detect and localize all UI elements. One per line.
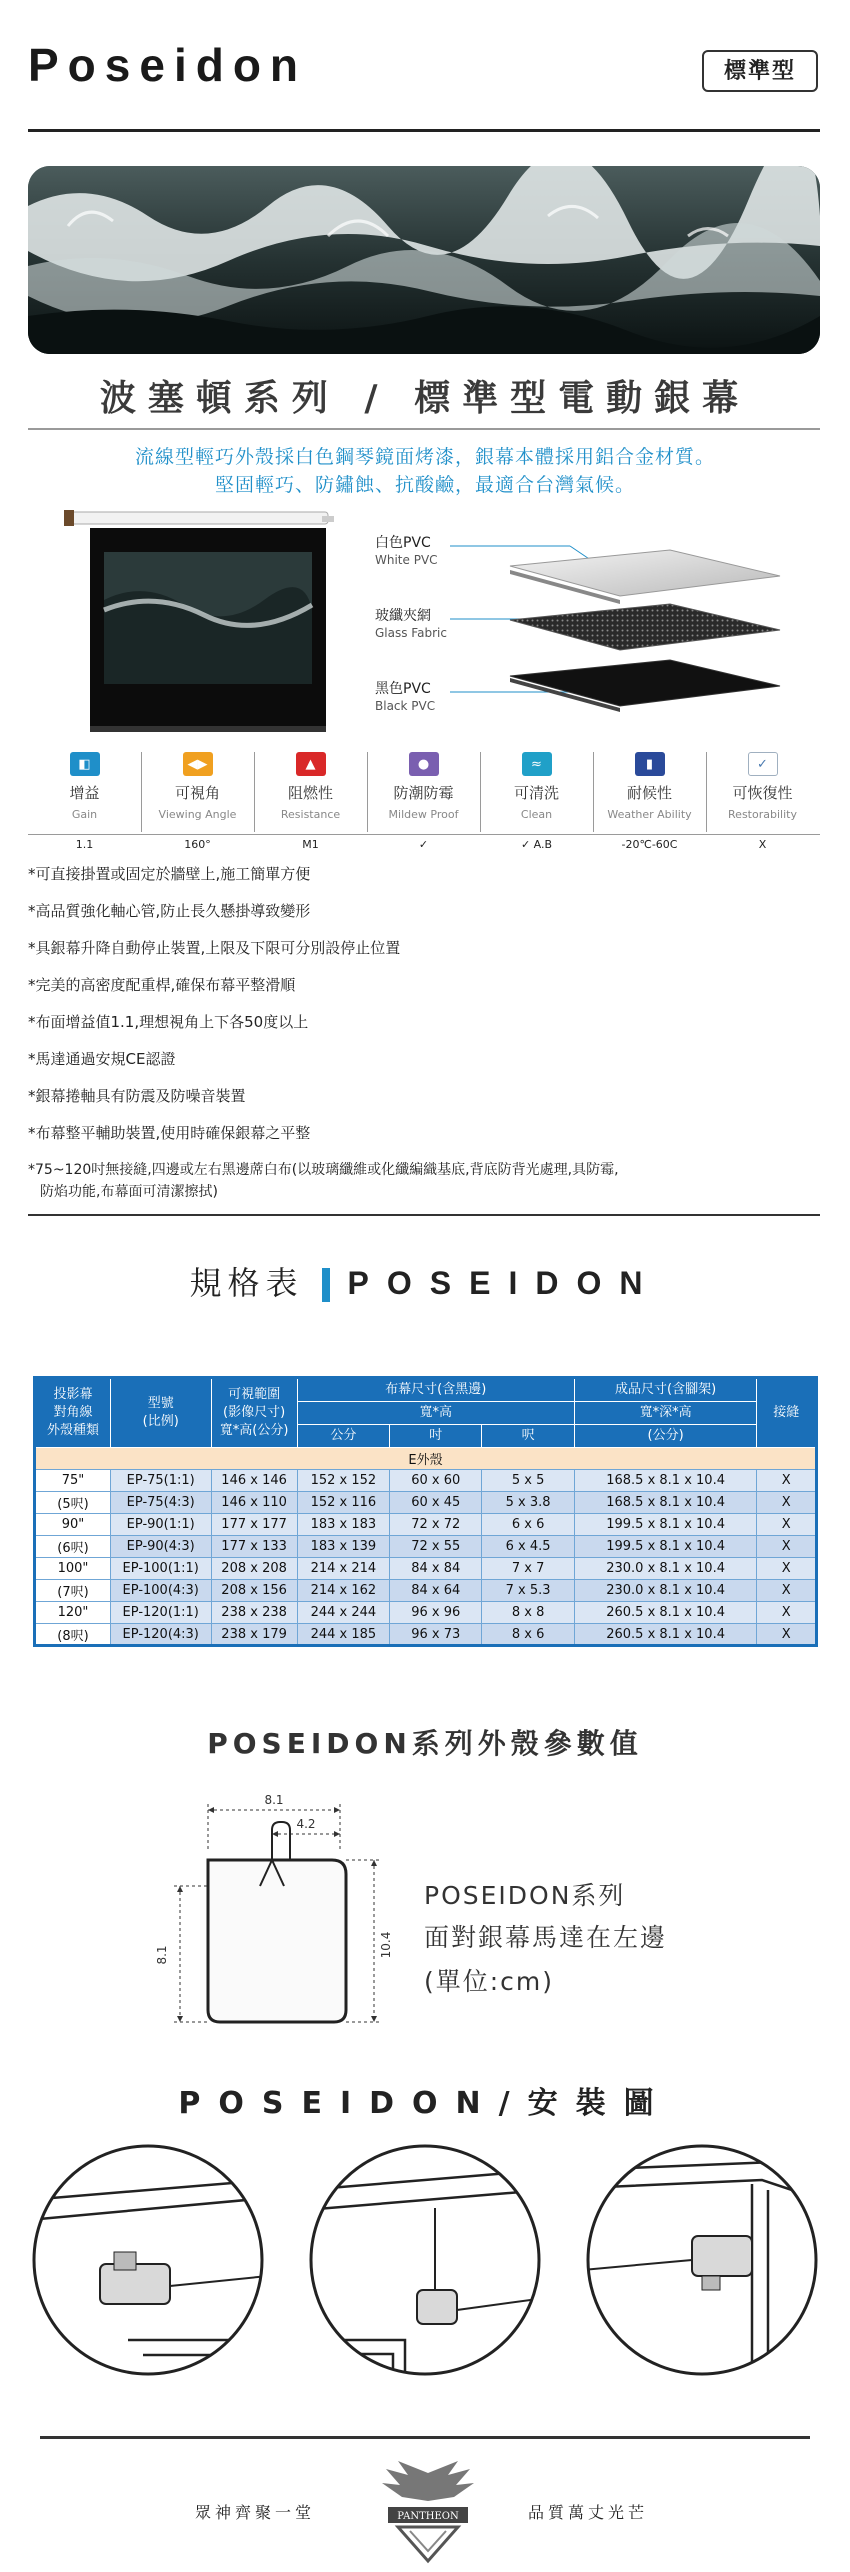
description-line-1: 流線型輕巧外殼採白色鋼琴鏡面烤漆，銀幕本體採用鋁合金材質。 bbox=[134, 446, 715, 468]
cell-product: 230.0 x 8.1 x 10.4 bbox=[574, 1558, 757, 1580]
cell-cm: 152 x 152 bbox=[297, 1470, 389, 1492]
feature-viewing-angle-value: 160° bbox=[184, 838, 211, 851]
feature-resistance-label: 阻燃性 bbox=[287, 784, 333, 802]
dim-height: 10.4 bbox=[379, 1931, 393, 1959]
cell-model: EP-120(4:3) bbox=[110, 1624, 211, 1646]
table-row bbox=[35, 1536, 817, 1558]
bullet-item: *銀幕捲軸具有防震及防噪音裝置 bbox=[28, 1087, 246, 1105]
cell-inch: 96 x 73 bbox=[390, 1624, 482, 1646]
cell-cm: 183 x 139 bbox=[297, 1536, 389, 1558]
header-text: (比例) bbox=[142, 1414, 179, 1429]
layer-diagram bbox=[370, 528, 790, 718]
feature-values-divider bbox=[28, 834, 820, 835]
projection-screen-illustration bbox=[64, 500, 334, 738]
cell-product: 230.0 x 8.1 x 10.4 bbox=[574, 1580, 757, 1602]
cell-product: 168.5 x 8.1 x 10.4 bbox=[574, 1492, 757, 1514]
feature-weather bbox=[593, 752, 706, 821]
cell-ft: 7 x 7 bbox=[482, 1558, 574, 1580]
layer-white-pvc-label: 白色PVC bbox=[375, 535, 431, 551]
spec-heading bbox=[0, 1258, 850, 1304]
droplet-icon: ● bbox=[409, 752, 439, 776]
cell-cm: 244 x 244 bbox=[297, 1602, 389, 1624]
layer-white-pvc-sub: White PVC bbox=[375, 553, 438, 567]
cell-ft: 6 x 4.5 bbox=[482, 1536, 574, 1558]
bullet-item: *布面增益值1.1,理想視角上下各50度以上 bbox=[28, 1013, 309, 1031]
header-text: 布幕尺寸(含黑邊) bbox=[385, 1382, 487, 1397]
install-title: POSEIDON/安裝圖 bbox=[178, 2086, 672, 2121]
feature-weather-value: -20℃-60C bbox=[621, 838, 678, 851]
cell-product: 168.5 x 8.1 x 10.4 bbox=[574, 1470, 757, 1492]
casing-text-series: POSEIDON系列 bbox=[424, 1881, 626, 1910]
cell-model: EP-90(1:1) bbox=[110, 1514, 211, 1536]
cell-model: EP-100(1:1) bbox=[110, 1558, 211, 1580]
cell-ft: 5 x 3.8 bbox=[482, 1492, 574, 1514]
feature-restorability-label: 可恢復性 bbox=[732, 784, 793, 802]
cell-size: (5呎) bbox=[35, 1492, 111, 1514]
dim-width: 8.1 bbox=[264, 1793, 284, 1807]
cell-inch: 72 x 72 bbox=[390, 1514, 482, 1536]
cell-size: (6呎) bbox=[35, 1536, 111, 1558]
bullet-item: *可直接掛置或固定於牆壁上,施工簡單方便 bbox=[28, 865, 311, 883]
cell-ft: 5 x 5 bbox=[482, 1470, 574, 1492]
bullet-item: *具銀幕升降自動停止裝置,上限及下限可分別設停止位置 bbox=[28, 939, 401, 957]
cell-model: EP-75(1:1) bbox=[110, 1470, 211, 1492]
flame-icon: ▲ bbox=[296, 752, 326, 776]
feature-mildew-proof-value: ✓ bbox=[418, 838, 429, 851]
group-row: E外殼 bbox=[35, 1448, 817, 1470]
table-row bbox=[35, 1492, 817, 1514]
dim-half: 4.2 bbox=[296, 1817, 316, 1831]
cell-ft: 8 x 8 bbox=[482, 1602, 574, 1624]
feature-restorability-value: X bbox=[758, 838, 767, 851]
feature-viewing-angle-sub: Viewing Angle bbox=[158, 808, 237, 821]
viewing-angle-icon: ◀▶ bbox=[183, 752, 213, 776]
feature-viewing-angle-label: 可視角 bbox=[174, 784, 220, 802]
bullet-item: *馬達通過安規CE認證 bbox=[28, 1050, 176, 1068]
cell-cm: 244 x 185 bbox=[297, 1624, 389, 1646]
feature-mildew-proof-label: 防潮防霉 bbox=[393, 784, 454, 802]
layer-black-pvc-label: 黑色PVC bbox=[375, 681, 431, 697]
feature-mildew-proof bbox=[367, 752, 480, 821]
bullet-item: *75~120吋無接縫,四邊或左右黑邊蓆白布(以玻璃纖維或化纖編織基底,背底防背光處理,具防霉, bbox=[28, 1162, 619, 1178]
feature-clean-label: 可清洗 bbox=[513, 784, 559, 802]
cell-seam: X bbox=[757, 1558, 817, 1580]
header-text: 成品尺寸(含腳架) bbox=[615, 1382, 717, 1397]
bullets-divider bbox=[28, 1214, 820, 1216]
col-cloth-cm: 公分 bbox=[297, 1425, 389, 1448]
cell-cm: 152 x 116 bbox=[297, 1492, 389, 1514]
pantheon-logo-icon bbox=[378, 2455, 478, 2565]
spec-heading-zh: 規格表 bbox=[189, 1264, 304, 1302]
bullet-item-continued: 防焰功能,布幕面可清潔擦拭) bbox=[40, 1184, 218, 1200]
col-product-unit: (公分) bbox=[574, 1425, 757, 1448]
cell-cm: 183 x 183 bbox=[297, 1514, 389, 1536]
feature-resistance bbox=[254, 752, 367, 821]
feature-grid bbox=[28, 752, 820, 852]
cell-inch: 72 x 55 bbox=[390, 1536, 482, 1558]
feature-gain-sub: Gain bbox=[71, 808, 98, 821]
cell-size: 120" bbox=[35, 1602, 111, 1624]
cell-view: 146 x 110 bbox=[211, 1492, 297, 1514]
brand-title: Poseidon bbox=[28, 39, 308, 91]
bullet-item: *高品質強化軸心管,防止長久懸掛導致變形 bbox=[28, 902, 311, 920]
col-view bbox=[211, 1378, 297, 1448]
feature-weather-label: 耐候性 bbox=[626, 784, 672, 802]
cell-product: 199.5 x 8.1 x 10.4 bbox=[574, 1514, 757, 1536]
layer-glass-fabric-label: 玻纖夾網 bbox=[375, 608, 431, 624]
restore-icon: ✓ bbox=[748, 752, 778, 776]
cell-product: 260.5 x 8.1 x 10.4 bbox=[574, 1602, 757, 1624]
series-title: 波塞頓系列 / 標準型電動銀幕 bbox=[99, 378, 751, 419]
col-product-sub: 寬*深*高 bbox=[574, 1402, 757, 1425]
feature-gain-value: 1.1 bbox=[75, 838, 94, 851]
table-row bbox=[35, 1470, 817, 1492]
footer-slogan-left: 眾神齊聚一堂 bbox=[195, 2503, 316, 2522]
feature-clean-value: ✓ A.B bbox=[520, 838, 553, 851]
series-divider bbox=[28, 428, 820, 430]
feature-restorability-sub: Restorability bbox=[728, 808, 797, 821]
install-diagram-ceiling bbox=[305, 2140, 545, 2380]
col-seam: 接縫 bbox=[757, 1378, 817, 1448]
cell-cm: 214 x 214 bbox=[297, 1558, 389, 1580]
feature-weather-sub: Weather Ability bbox=[607, 808, 692, 821]
cell-seam: X bbox=[757, 1470, 817, 1492]
cell-view: 177 x 133 bbox=[211, 1536, 297, 1558]
layer-black-pvc-sub: Black PVC bbox=[375, 699, 436, 713]
cell-model: EP-75(4:3) bbox=[110, 1492, 211, 1514]
dim-depth: 8.1 bbox=[155, 1945, 169, 1965]
feature-viewing-angle bbox=[141, 752, 254, 821]
cell-size: (8呎) bbox=[35, 1624, 111, 1646]
cell-model: EP-90(4:3) bbox=[110, 1536, 211, 1558]
cell-size: 100" bbox=[35, 1558, 111, 1580]
logo-text: PANTHEON bbox=[397, 2511, 459, 2522]
cell-ft: 6 x 6 bbox=[482, 1514, 574, 1536]
cell-inch: 84 x 64 bbox=[390, 1580, 482, 1602]
cell-seam: X bbox=[757, 1492, 817, 1514]
bullet-item: *完美的高密度配重桿,確保布幕平整滑順 bbox=[28, 976, 296, 994]
bullet-item: *布幕整平輔助裝置,使用時確保銀幕之平整 bbox=[28, 1124, 311, 1142]
spec-table bbox=[33, 1376, 818, 1647]
cell-ft: 7 x 5.3 bbox=[482, 1580, 574, 1602]
cell-view: 177 x 177 bbox=[211, 1514, 297, 1536]
casing-text-motor: 面對銀幕馬達在左邊 bbox=[424, 1923, 668, 1952]
wave-banner-image bbox=[28, 166, 820, 354]
cell-seam: X bbox=[757, 1514, 817, 1536]
cell-view: 238 x 238 bbox=[211, 1602, 297, 1624]
casing-text-unit: (單位:cm) bbox=[424, 1967, 555, 1996]
cell-inch: 96 x 96 bbox=[390, 1602, 482, 1624]
feature-restorability bbox=[706, 752, 819, 821]
cell-view: 208 x 208 bbox=[211, 1558, 297, 1580]
cell-seam: X bbox=[757, 1580, 817, 1602]
header-text: 寬*高(公分) bbox=[219, 1423, 289, 1438]
spec-heading-en: POSEIDON bbox=[347, 1265, 661, 1301]
cell-size: (7呎) bbox=[35, 1580, 111, 1602]
footer-divider bbox=[40, 2436, 810, 2439]
cell-view: 146 x 146 bbox=[211, 1470, 297, 1492]
col-model bbox=[110, 1378, 211, 1448]
layer-glass-fabric-sub: Glass Fabric bbox=[375, 626, 447, 640]
cell-inch: 60 x 60 bbox=[390, 1470, 482, 1492]
cell-model: EP-120(1:1) bbox=[110, 1602, 211, 1624]
feature-gain bbox=[28, 752, 141, 821]
table-row bbox=[35, 1558, 817, 1580]
feature-resistance-sub: Resistance bbox=[280, 808, 341, 821]
col-cloth-inch: 吋 bbox=[390, 1425, 482, 1448]
cell-seam: X bbox=[757, 1624, 817, 1646]
col-cloth-sub: 寬*高 bbox=[297, 1402, 574, 1425]
cell-size: 90" bbox=[35, 1514, 111, 1536]
type-badge: 標準型 bbox=[702, 50, 818, 92]
feature-mildew-proof-sub: Mildew Proof bbox=[388, 808, 459, 821]
footer-slogan-right: 品質萬丈光芒 bbox=[528, 2503, 649, 2522]
feature-gain-label: 增益 bbox=[69, 784, 100, 802]
thermometer-icon: ▮ bbox=[635, 752, 665, 776]
cell-inch: 60 x 45 bbox=[390, 1492, 482, 1514]
cell-model: EP-100(4:3) bbox=[110, 1580, 211, 1602]
cell-cm: 214 x 162 bbox=[297, 1580, 389, 1602]
header-text: 對角線 bbox=[53, 1405, 93, 1420]
cell-size: 75" bbox=[35, 1470, 111, 1492]
header-text: 可視範圍 bbox=[228, 1387, 281, 1402]
gain-icon: ◧ bbox=[70, 752, 100, 776]
description-line-2: 堅固輕巧、防鏽蝕、抗酸鹼，最適合台灣氣候。 bbox=[214, 474, 635, 496]
table-row bbox=[35, 1514, 817, 1536]
col-cloth bbox=[297, 1378, 574, 1402]
header-divider bbox=[28, 129, 820, 132]
cell-seam: X bbox=[757, 1602, 817, 1624]
feature-clean bbox=[480, 752, 593, 821]
cell-product: 260.5 x 8.1 x 10.4 bbox=[574, 1624, 757, 1646]
table-row bbox=[35, 1580, 817, 1602]
feature-resistance-value: M1 bbox=[302, 838, 319, 851]
cell-product: 199.5 x 8.1 x 10.4 bbox=[574, 1536, 757, 1558]
header-text: 投影幕 bbox=[53, 1387, 93, 1402]
cell-view: 238 x 179 bbox=[211, 1624, 297, 1646]
cell-inch: 84 x 84 bbox=[390, 1558, 482, 1580]
casing-title: POSEIDON系列外殼參數值 bbox=[207, 1727, 643, 1760]
install-diagram-wall bbox=[28, 2140, 268, 2380]
cell-seam: X bbox=[757, 1536, 817, 1558]
col-cloth-ft: 呎 bbox=[482, 1425, 574, 1448]
header-text: (影像尺寸) bbox=[223, 1405, 286, 1420]
feature-clean-sub: Clean bbox=[520, 808, 553, 821]
table-row bbox=[35, 1602, 817, 1624]
header-text: 外殼種類 bbox=[46, 1423, 99, 1438]
install-diagram-corner bbox=[582, 2140, 822, 2380]
wash-icon: ≈ bbox=[522, 752, 552, 776]
col-diagonal bbox=[35, 1378, 111, 1448]
spec-heading-bar bbox=[322, 1268, 330, 1302]
cell-ft: 8 x 6 bbox=[482, 1624, 574, 1646]
header-text: 型號 bbox=[147, 1396, 174, 1411]
table-row bbox=[35, 1624, 817, 1646]
cell-view: 208 x 156 bbox=[211, 1580, 297, 1602]
col-product bbox=[574, 1378, 757, 1402]
casing-diagram bbox=[150, 1790, 400, 2050]
